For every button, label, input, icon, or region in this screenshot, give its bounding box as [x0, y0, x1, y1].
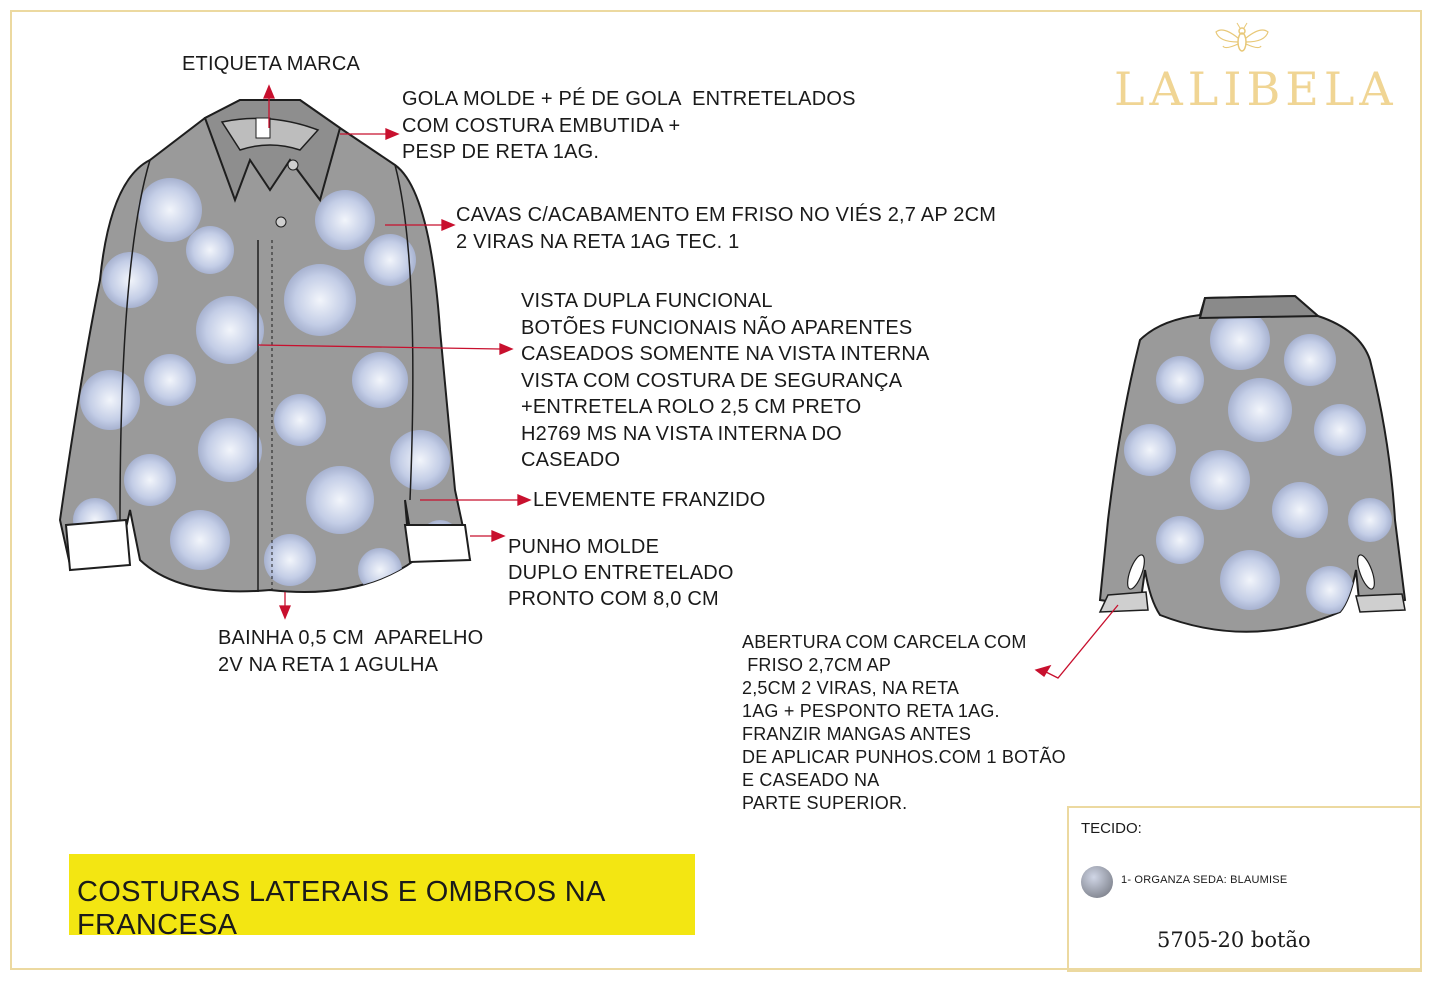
- label-vista: VISTA DUPLA FUNCIONAL BOTÕES FUNCIONAIS NÃO APARENTES CASEADOS SOMENTE NA VISTA INTERNA VISTA COM COSTURA DE SEGURANÇA +ENTRETELA ROLO 2,5 CM PRETO H2769 MS NA VISTA INTERNA DO CASEADO: [521, 290, 930, 471]
- fabric-info-box: [1067, 806, 1422, 972]
- shirt-front-drawing: [60, 100, 470, 592]
- fabric-label: TECIDO:: [1081, 820, 1142, 837]
- fabric-swatch-icon: [1081, 866, 1113, 898]
- label-punho: PUNHO MOLDE DUPLO ENTRETELADO PRONTO COM 8,0 CM: [508, 536, 734, 610]
- brand-name: LALIBELA: [1114, 62, 1398, 116]
- fabric-item: 1- ORGANZA SEDA: BLAUMISE: [1121, 874, 1288, 886]
- seams-banner: [69, 854, 695, 941]
- label-cavas: CAVAS C/ACABAMENTO EM FRISO NO VIÉS 2,7 AP 2CM 2 VIRAS NA RETA 1AG TEC. 1: [456, 204, 997, 253]
- label-franzido: LEVEMENTE FRANZIDO: [533, 489, 766, 511]
- shirt-back-drawing: [1100, 296, 1405, 632]
- seams-banner-text: COSTURAS LATERAIS E OMBROS NA FRANCESA: [77, 876, 605, 941]
- product-code: 5705-20 botão: [1157, 928, 1311, 952]
- label-gola: GOLA MOLDE + PÉ DE GOLA ENTRETELADOS COM COSTURA EMBUTIDA + PESP DE RETA 1AG.: [402, 88, 856, 163]
- label-etiqueta: ETIQUETA MARCA: [182, 53, 361, 75]
- label-bainha: BAINHA 0,5 CM APARELHO 2V NA RETA 1 AGULHA: [218, 627, 484, 676]
- label-abertura: ABERTURA COM CARCELA COM FRISO 2,7CM AP 2,5CM 2 VIRAS, NA RETA 1AG + PESPONTO RETA 1AG. FRANZIR MANGAS ANTES DE APLICAR PUNHOS.COM 1 BOTÃO E CASEADO NA PARTE SUPERIOR.: [742, 632, 1066, 813]
